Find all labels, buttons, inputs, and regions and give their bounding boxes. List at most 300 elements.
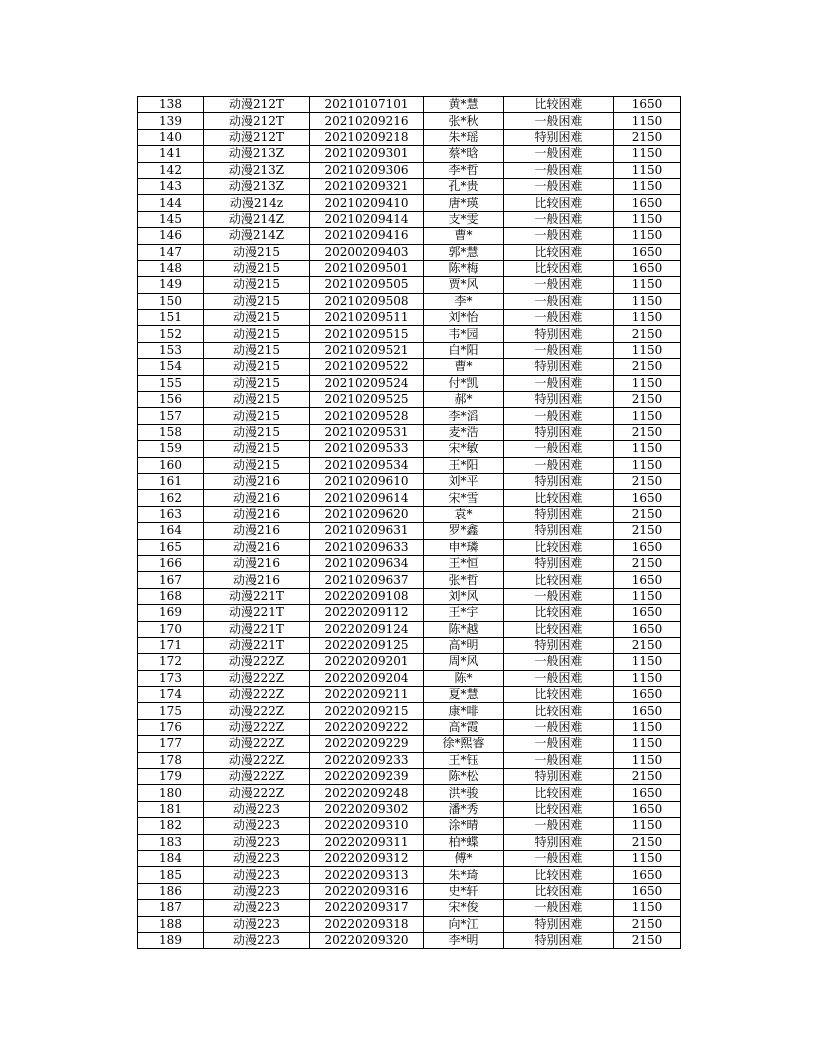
row-number-cell: 170 xyxy=(138,621,204,637)
student-name-cell: 张*秋 xyxy=(424,113,504,129)
difficulty-level-cell: 特别困难 xyxy=(504,916,614,932)
amount-cell: 1650 xyxy=(614,621,681,637)
class-name-cell: 动漫215 xyxy=(204,392,310,408)
student-id-cell: 20220209124 xyxy=(310,621,424,637)
row-number-cell: 152 xyxy=(138,326,204,342)
class-name-cell: 动漫214Z xyxy=(204,211,310,227)
class-name-cell: 动漫212T xyxy=(204,129,310,145)
student-name-cell: 朱*琦 xyxy=(424,867,504,883)
student-id-cell: 20200209403 xyxy=(310,244,424,260)
class-name-cell: 动漫215 xyxy=(204,359,310,375)
student-name-cell: 白*阳 xyxy=(424,342,504,358)
amount-cell: 1650 xyxy=(614,260,681,276)
amount-cell: 1650 xyxy=(614,883,681,899)
row-number-cell: 156 xyxy=(138,392,204,408)
difficulty-level-cell: 一般困难 xyxy=(504,228,614,244)
difficulty-level-cell: 一般困难 xyxy=(504,900,614,916)
row-number-cell: 188 xyxy=(138,916,204,932)
table-row xyxy=(138,605,681,621)
student-name-cell: 郝* xyxy=(424,392,504,408)
amount-cell: 2150 xyxy=(614,359,681,375)
class-name-cell: 动漫212T xyxy=(204,113,310,129)
student-id-cell: 20210209531 xyxy=(310,424,424,440)
student-id-cell: 20210209505 xyxy=(310,277,424,293)
student-name-cell: 康*啡 xyxy=(424,703,504,719)
student-name-cell: 宋*敏 xyxy=(424,441,504,457)
table-row xyxy=(138,850,681,866)
table-row xyxy=(138,408,681,424)
class-name-cell: 动漫221T xyxy=(204,605,310,621)
student-id-cell: 20220209312 xyxy=(310,850,424,866)
row-number-cell: 159 xyxy=(138,441,204,457)
table-row xyxy=(138,654,681,670)
student-id-cell: 20210209620 xyxy=(310,506,424,522)
row-number-cell: 175 xyxy=(138,703,204,719)
class-name-cell: 动漫216 xyxy=(204,473,310,489)
row-number-cell: 150 xyxy=(138,293,204,309)
row-number-cell: 172 xyxy=(138,654,204,670)
class-name-cell: 动漫223 xyxy=(204,900,310,916)
student-id-cell: 20210209216 xyxy=(310,113,424,129)
class-name-cell: 动漫216 xyxy=(204,490,310,506)
student-name-cell: 唐*瑛 xyxy=(424,195,504,211)
student-id-cell: 20220209320 xyxy=(310,932,424,948)
table-row xyxy=(138,785,681,801)
student-name-cell: 傅* xyxy=(424,850,504,866)
class-name-cell: 动漫215 xyxy=(204,277,310,293)
student-id-cell: 20220209229 xyxy=(310,736,424,752)
student-name-cell: 宋*雪 xyxy=(424,490,504,506)
class-name-cell: 动漫216 xyxy=(204,555,310,571)
table-row xyxy=(138,572,681,588)
student-id-cell: 20210209501 xyxy=(310,260,424,276)
table-row xyxy=(138,326,681,342)
difficulty-level-cell: 一般困难 xyxy=(504,146,614,162)
student-id-cell: 20210209534 xyxy=(310,457,424,473)
class-name-cell: 动漫222Z xyxy=(204,719,310,735)
table-row xyxy=(138,539,681,555)
table-row xyxy=(138,588,681,604)
student-name-cell: 麦*浩 xyxy=(424,424,504,440)
class-name-cell: 动漫223 xyxy=(204,916,310,932)
class-name-cell: 动漫223 xyxy=(204,850,310,866)
difficulty-level-cell: 一般困难 xyxy=(504,736,614,752)
row-number-cell: 186 xyxy=(138,883,204,899)
row-number-cell: 161 xyxy=(138,473,204,489)
student-name-cell: 郭*慧 xyxy=(424,244,504,260)
class-name-cell: 动漫215 xyxy=(204,326,310,342)
row-number-cell: 147 xyxy=(138,244,204,260)
row-number-cell: 145 xyxy=(138,211,204,227)
student-id-cell: 20210209614 xyxy=(310,490,424,506)
difficulty-level-cell: 一般困难 xyxy=(504,211,614,227)
difficulty-level-cell: 比较困难 xyxy=(504,97,614,113)
student-id-cell: 20210209410 xyxy=(310,195,424,211)
student-name-cell: 孔*贵 xyxy=(424,178,504,194)
student-name-cell: 陈* xyxy=(424,670,504,686)
amount-cell: 1150 xyxy=(614,211,681,227)
table-row xyxy=(138,801,681,817)
row-number-cell: 163 xyxy=(138,506,204,522)
difficulty-level-cell: 比较困难 xyxy=(504,572,614,588)
row-number-cell: 140 xyxy=(138,129,204,145)
table-row xyxy=(138,97,681,113)
difficulty-level-cell: 一般困难 xyxy=(504,375,614,391)
student-id-cell: 20210209610 xyxy=(310,473,424,489)
table-row xyxy=(138,687,681,703)
amount-cell: 1650 xyxy=(614,195,681,211)
student-id-cell: 20220209310 xyxy=(310,818,424,834)
difficulty-level-cell: 比较困难 xyxy=(504,260,614,276)
student-id-cell: 20220209204 xyxy=(310,670,424,686)
class-name-cell: 动漫215 xyxy=(204,375,310,391)
amount-cell: 1150 xyxy=(614,850,681,866)
amount-cell: 2150 xyxy=(614,555,681,571)
student-name-cell: 李* xyxy=(424,293,504,309)
amount-cell: 1150 xyxy=(614,277,681,293)
amount-cell: 1150 xyxy=(614,178,681,194)
row-number-cell: 155 xyxy=(138,375,204,391)
amount-cell: 2150 xyxy=(614,129,681,145)
table-row xyxy=(138,621,681,637)
amount-cell: 1150 xyxy=(614,375,681,391)
table-row xyxy=(138,719,681,735)
class-name-cell: 动漫223 xyxy=(204,932,310,948)
table-row xyxy=(138,195,681,211)
student-name-cell: 张*哲 xyxy=(424,572,504,588)
class-name-cell: 动漫222Z xyxy=(204,703,310,719)
table-row xyxy=(138,883,681,899)
table-row xyxy=(138,473,681,489)
class-name-cell: 动漫215 xyxy=(204,310,310,326)
student-name-cell: 向*江 xyxy=(424,916,504,932)
table-row xyxy=(138,916,681,932)
row-number-cell: 176 xyxy=(138,719,204,735)
table-row xyxy=(138,129,681,145)
difficulty-level-cell: 特别困难 xyxy=(504,392,614,408)
table-row xyxy=(138,310,681,326)
class-name-cell: 动漫223 xyxy=(204,801,310,817)
row-number-cell: 158 xyxy=(138,424,204,440)
student-name-cell: 支*雯 xyxy=(424,211,504,227)
student-id-cell: 20210107101 xyxy=(310,97,424,113)
difficulty-level-cell: 特别困难 xyxy=(504,129,614,145)
student-name-cell: 徐*熙睿 xyxy=(424,736,504,752)
difficulty-level-cell: 一般困难 xyxy=(504,654,614,670)
difficulty-level-cell: 特别困难 xyxy=(504,359,614,375)
student-id-cell: 20210209533 xyxy=(310,441,424,457)
student-id-cell: 20210209511 xyxy=(310,310,424,326)
amount-cell: 1150 xyxy=(614,654,681,670)
table-row xyxy=(138,211,681,227)
amount-cell: 1650 xyxy=(614,539,681,555)
amount-cell: 1150 xyxy=(614,113,681,129)
difficulty-level-cell: 比较困难 xyxy=(504,605,614,621)
student-name-cell: 黄*慧 xyxy=(424,97,504,113)
row-number-cell: 148 xyxy=(138,260,204,276)
student-id-cell: 20210209321 xyxy=(310,178,424,194)
table-row xyxy=(138,228,681,244)
class-name-cell: 动漫222Z xyxy=(204,769,310,785)
difficulty-level-cell: 比较困难 xyxy=(504,621,614,637)
row-number-cell: 149 xyxy=(138,277,204,293)
table-row xyxy=(138,178,681,194)
amount-cell: 2150 xyxy=(614,326,681,342)
student-id-cell: 20220209108 xyxy=(310,588,424,604)
difficulty-level-cell: 比较困难 xyxy=(504,867,614,883)
row-number-cell: 184 xyxy=(138,850,204,866)
amount-cell: 2150 xyxy=(614,523,681,539)
table-row xyxy=(138,506,681,522)
difficulty-level-cell: 特别困难 xyxy=(504,834,614,850)
class-name-cell: 动漫222Z xyxy=(204,654,310,670)
student-name-cell: 陈*梅 xyxy=(424,260,504,276)
difficulty-level-cell: 一般困难 xyxy=(504,310,614,326)
class-name-cell: 动漫215 xyxy=(204,342,310,358)
row-number-cell: 164 xyxy=(138,523,204,539)
student-id-cell: 20220209201 xyxy=(310,654,424,670)
row-number-cell: 138 xyxy=(138,97,204,113)
student-id-cell: 20220209112 xyxy=(310,605,424,621)
student-id-cell: 20220209125 xyxy=(310,637,424,653)
table-row xyxy=(138,900,681,916)
amount-cell: 2150 xyxy=(614,769,681,785)
table-row xyxy=(138,162,681,178)
student-id-cell: 20220209248 xyxy=(310,785,424,801)
row-number-cell: 151 xyxy=(138,310,204,326)
amount-cell: 1150 xyxy=(614,719,681,735)
table-row xyxy=(138,490,681,506)
student-id-cell: 20210209301 xyxy=(310,146,424,162)
class-name-cell: 动漫213Z xyxy=(204,162,310,178)
student-name-cell: 李*明 xyxy=(424,932,504,948)
student-id-cell: 20210209414 xyxy=(310,211,424,227)
table-row xyxy=(138,244,681,260)
difficulty-level-cell: 比较困难 xyxy=(504,703,614,719)
row-number-cell: 180 xyxy=(138,785,204,801)
row-number-cell: 187 xyxy=(138,900,204,916)
data-table xyxy=(137,96,681,949)
student-name-cell: 高*霞 xyxy=(424,719,504,735)
class-name-cell: 动漫215 xyxy=(204,457,310,473)
row-number-cell: 177 xyxy=(138,736,204,752)
difficulty-level-cell: 一般困难 xyxy=(504,818,614,834)
row-number-cell: 179 xyxy=(138,769,204,785)
amount-cell: 1650 xyxy=(614,244,681,260)
difficulty-level-cell: 一般困难 xyxy=(504,670,614,686)
amount-cell: 1650 xyxy=(614,490,681,506)
difficulty-level-cell: 特别困难 xyxy=(504,326,614,342)
row-number-cell: 165 xyxy=(138,539,204,555)
student-name-cell: 刘*平 xyxy=(424,473,504,489)
student-id-cell: 20220209317 xyxy=(310,900,424,916)
student-id-cell: 20210209416 xyxy=(310,228,424,244)
student-name-cell: 刘*风 xyxy=(424,588,504,604)
student-name-cell: 高*明 xyxy=(424,637,504,653)
student-id-cell: 20210209633 xyxy=(310,539,424,555)
difficulty-level-cell: 比较困难 xyxy=(504,801,614,817)
row-number-cell: 142 xyxy=(138,162,204,178)
amount-cell: 2150 xyxy=(614,834,681,850)
table-row xyxy=(138,769,681,785)
difficulty-level-cell: 特别困难 xyxy=(504,506,614,522)
student-name-cell: 洪*骏 xyxy=(424,785,504,801)
difficulty-level-cell: 一般困难 xyxy=(504,342,614,358)
class-name-cell: 动漫215 xyxy=(204,293,310,309)
student-name-cell: 蔡*晗 xyxy=(424,146,504,162)
row-number-cell: 157 xyxy=(138,408,204,424)
class-name-cell: 动漫214z xyxy=(204,195,310,211)
class-name-cell: 动漫223 xyxy=(204,834,310,850)
difficulty-level-cell: 一般困难 xyxy=(504,719,614,735)
student-id-cell: 20210209521 xyxy=(310,342,424,358)
student-id-cell: 20210209218 xyxy=(310,129,424,145)
table-row xyxy=(138,523,681,539)
class-name-cell: 动漫216 xyxy=(204,523,310,539)
table-row xyxy=(138,359,681,375)
student-name-cell: 袁* xyxy=(424,506,504,522)
difficulty-level-cell: 比较困难 xyxy=(504,490,614,506)
row-number-cell: 185 xyxy=(138,867,204,883)
table-row xyxy=(138,457,681,473)
difficulty-level-cell: 一般困难 xyxy=(504,277,614,293)
student-name-cell: 刘*怡 xyxy=(424,310,504,326)
student-id-cell: 20210209515 xyxy=(310,326,424,342)
table-row xyxy=(138,834,681,850)
class-name-cell: 动漫213Z xyxy=(204,178,310,194)
table-row xyxy=(138,424,681,440)
student-name-cell: 夏*慧 xyxy=(424,687,504,703)
table-row xyxy=(138,293,681,309)
difficulty-level-cell: 一般困难 xyxy=(504,162,614,178)
amount-cell: 1150 xyxy=(614,900,681,916)
table-row xyxy=(138,932,681,948)
amount-cell: 1150 xyxy=(614,162,681,178)
class-name-cell: 动漫214Z xyxy=(204,228,310,244)
student-id-cell: 20210209637 xyxy=(310,572,424,588)
difficulty-level-cell: 比较困难 xyxy=(504,687,614,703)
student-name-cell: 李*滔 xyxy=(424,408,504,424)
table-row xyxy=(138,703,681,719)
class-name-cell: 动漫222Z xyxy=(204,687,310,703)
class-name-cell: 动漫221T xyxy=(204,588,310,604)
class-name-cell: 动漫222Z xyxy=(204,736,310,752)
row-number-cell: 166 xyxy=(138,555,204,571)
class-name-cell: 动漫223 xyxy=(204,818,310,834)
row-number-cell: 154 xyxy=(138,359,204,375)
table-row xyxy=(138,392,681,408)
student-id-cell: 20220209222 xyxy=(310,719,424,735)
amount-cell: 1650 xyxy=(614,785,681,801)
table-body xyxy=(138,97,681,949)
student-id-cell: 20210209522 xyxy=(310,359,424,375)
difficulty-level-cell: 一般困难 xyxy=(504,293,614,309)
amount-cell: 1150 xyxy=(614,818,681,834)
difficulty-level-cell: 一般困难 xyxy=(504,178,614,194)
amount-cell: 1650 xyxy=(614,801,681,817)
class-name-cell: 动漫213Z xyxy=(204,146,310,162)
row-number-cell: 174 xyxy=(138,687,204,703)
difficulty-level-cell: 比较困难 xyxy=(504,785,614,801)
student-name-cell: 周*风 xyxy=(424,654,504,670)
student-name-cell: 宋*俊 xyxy=(424,900,504,916)
class-name-cell: 动漫223 xyxy=(204,867,310,883)
amount-cell: 1150 xyxy=(614,736,681,752)
student-id-cell: 20220209302 xyxy=(310,801,424,817)
student-id-cell: 20210209634 xyxy=(310,555,424,571)
student-name-cell: 朱*瑶 xyxy=(424,129,504,145)
difficulty-level-cell: 一般困难 xyxy=(504,457,614,473)
row-number-cell: 168 xyxy=(138,588,204,604)
class-name-cell: 动漫215 xyxy=(204,408,310,424)
table-row xyxy=(138,752,681,768)
amount-cell: 1650 xyxy=(614,572,681,588)
student-id-cell: 20210209631 xyxy=(310,523,424,539)
amount-cell: 1150 xyxy=(614,441,681,457)
difficulty-level-cell: 特别困难 xyxy=(504,932,614,948)
student-name-cell: 李*哲 xyxy=(424,162,504,178)
difficulty-level-cell: 一般困难 xyxy=(504,441,614,457)
student-id-cell: 20220209311 xyxy=(310,834,424,850)
difficulty-level-cell: 特别困难 xyxy=(504,769,614,785)
row-number-cell: 171 xyxy=(138,637,204,653)
class-name-cell: 动漫216 xyxy=(204,572,310,588)
student-name-cell: 陈*越 xyxy=(424,621,504,637)
student-id-cell: 20220209211 xyxy=(310,687,424,703)
row-number-cell: 144 xyxy=(138,195,204,211)
amount-cell: 2150 xyxy=(614,392,681,408)
class-name-cell: 动漫215 xyxy=(204,441,310,457)
student-name-cell: 柏*蝶 xyxy=(424,834,504,850)
amount-cell: 1150 xyxy=(614,588,681,604)
amount-cell: 1150 xyxy=(614,310,681,326)
table-row xyxy=(138,441,681,457)
student-name-cell: 潘*秀 xyxy=(424,801,504,817)
difficulty-level-cell: 特别困难 xyxy=(504,555,614,571)
table-row xyxy=(138,375,681,391)
student-name-cell: 申*璘 xyxy=(424,539,504,555)
amount-cell: 2150 xyxy=(614,424,681,440)
student-id-cell: 20220209233 xyxy=(310,752,424,768)
class-name-cell: 动漫215 xyxy=(204,424,310,440)
table-row xyxy=(138,555,681,571)
table-row xyxy=(138,818,681,834)
table-row xyxy=(138,113,681,129)
student-id-cell: 20210209524 xyxy=(310,375,424,391)
student-name-cell: 王*宇 xyxy=(424,605,504,621)
row-number-cell: 139 xyxy=(138,113,204,129)
class-name-cell: 动漫215 xyxy=(204,244,310,260)
student-name-cell: 王*恒 xyxy=(424,555,504,571)
amount-cell: 1650 xyxy=(614,703,681,719)
table-row xyxy=(138,342,681,358)
amount-cell: 1150 xyxy=(614,228,681,244)
student-name-cell: 王*阳 xyxy=(424,457,504,473)
difficulty-level-cell: 比较困难 xyxy=(504,883,614,899)
amount-cell: 1150 xyxy=(614,342,681,358)
student-name-cell: 韦*园 xyxy=(424,326,504,342)
student-id-cell: 20210209525 xyxy=(310,392,424,408)
difficulty-level-cell: 特别困难 xyxy=(504,473,614,489)
class-name-cell: 动漫221T xyxy=(204,637,310,653)
student-id-cell: 20220209215 xyxy=(310,703,424,719)
amount-cell: 1150 xyxy=(614,293,681,309)
amount-cell: 1150 xyxy=(614,146,681,162)
student-name-cell: 曹* xyxy=(424,228,504,244)
student-id-cell: 20220209318 xyxy=(310,916,424,932)
student-name-cell: 史*轩 xyxy=(424,883,504,899)
class-name-cell: 动漫222Z xyxy=(204,670,310,686)
